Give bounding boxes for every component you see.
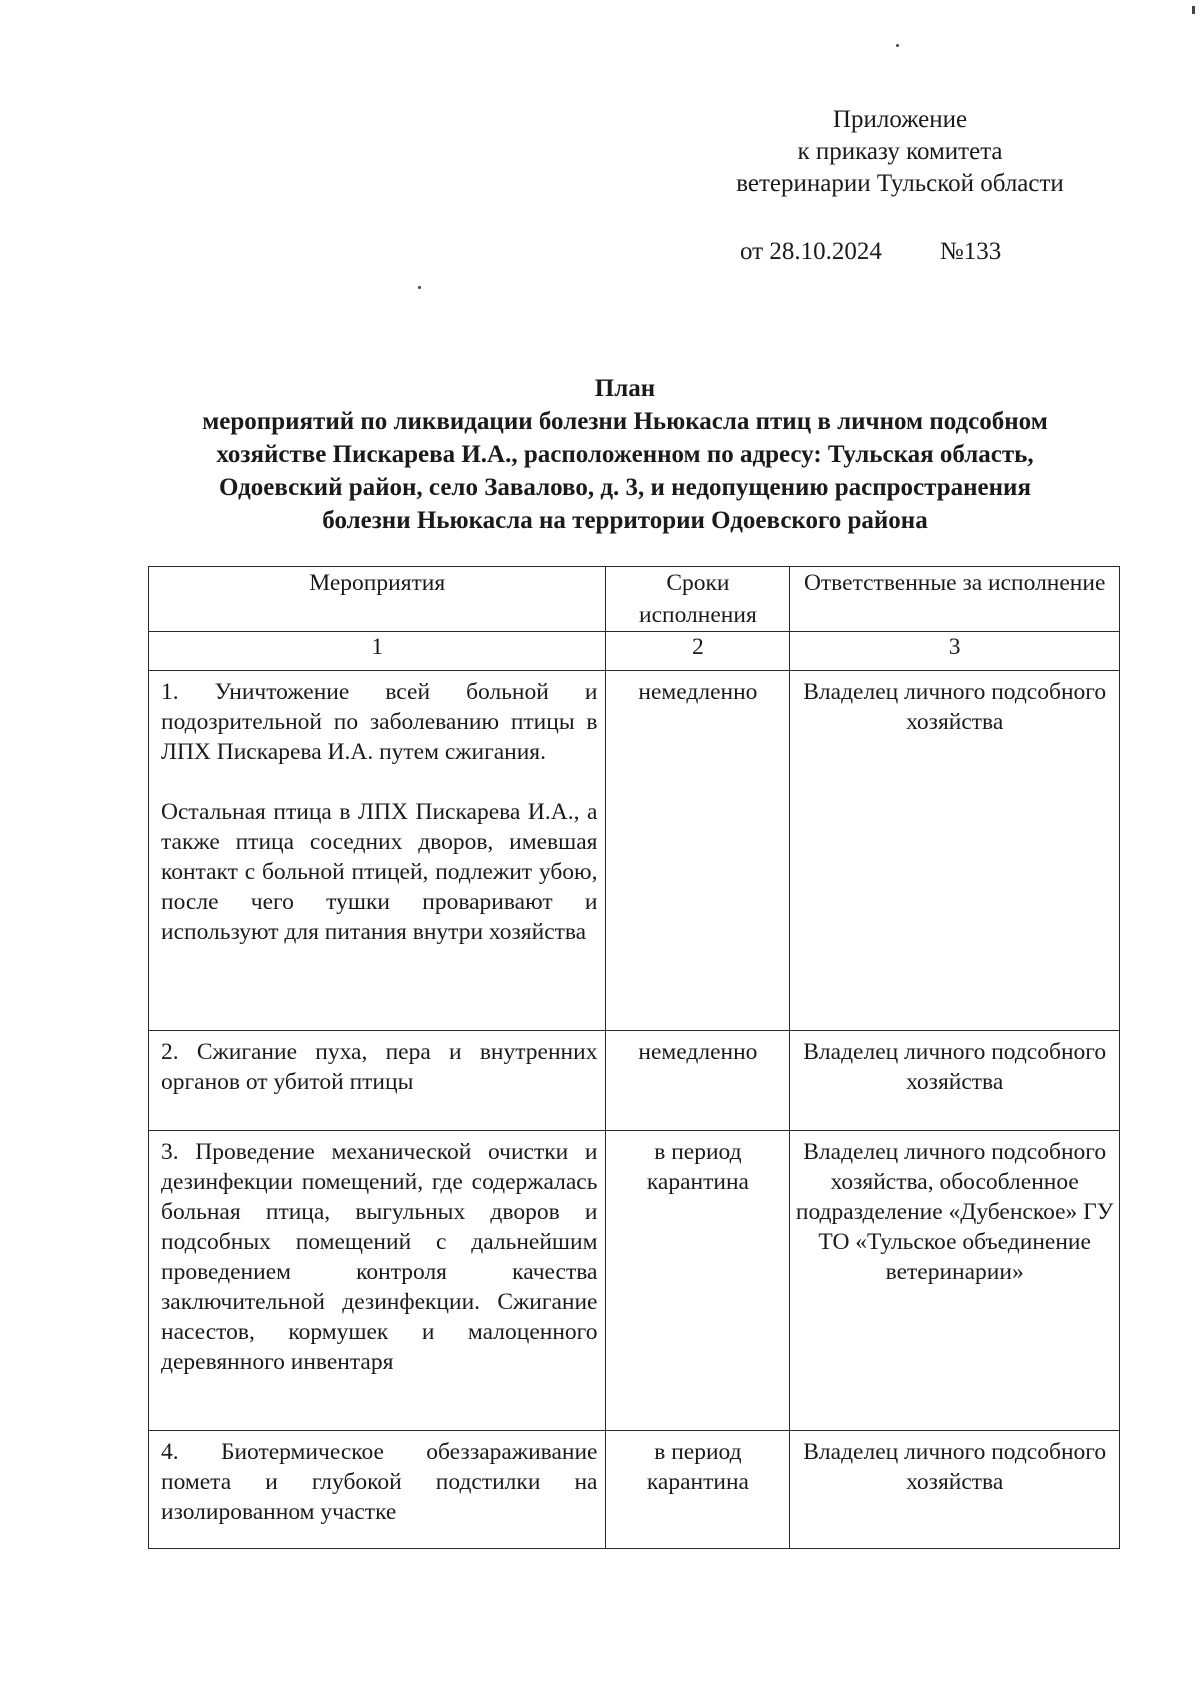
table-row	[149, 1031, 1120, 1131]
action-text: 1. Уничтожение всей больной и подозрительной по заболеванию птицы в ЛПХ Пискарева И.А. путем сжигания.	[161, 679, 598, 765]
plan-table	[148, 566, 1120, 1549]
table-row	[149, 1431, 1120, 1549]
table-number-row	[149, 632, 1120, 671]
term-cell: в период карантина	[606, 1431, 790, 1549]
document-title	[130, 372, 1120, 537]
order-reference	[740, 238, 1001, 266]
appendix-line-2: к приказу комитета	[797, 138, 1003, 165]
term-cell: немедленно	[606, 1031, 790, 1131]
action-text-continued: Остальная птица в ЛПХ Пискарева И.А., а также птица соседних дворов, имевшая контакт с больной птицей, подлежит убою, после чего тушки проваривают и используют для питания внутри хозяйства	[161, 799, 598, 945]
column-number-1: 1	[149, 632, 606, 671]
table-row	[149, 1131, 1120, 1431]
appendix-line-3: ветеринарии Тульской области	[736, 170, 1064, 197]
action-text: 4. Биотермическое обеззараживание помета и глубокой подстилки на изолированном участке	[161, 1439, 598, 1525]
responsible-cell: Владелец личного подсобного хозяйства	[790, 1031, 1120, 1131]
table-header-row	[149, 567, 1120, 632]
term-cell: немедленно	[606, 671, 790, 1031]
scan-speck	[896, 44, 899, 47]
scan-speck	[418, 286, 421, 289]
title-line-1: План	[594, 375, 656, 402]
header-responsible: Ответственные за исполнение	[790, 567, 1120, 632]
header-measures: Мероприятия	[149, 567, 606, 632]
column-number-2: 2	[606, 632, 790, 671]
title-line-4: Одоевский район, село Завалово, д. 3, и недопущению распространения	[219, 474, 1031, 501]
order-number: №133	[939, 238, 1002, 265]
appendix-line-1: Приложение	[832, 106, 968, 133]
column-number-3: 3	[790, 632, 1120, 671]
title-line-3: хозяйстве Пискарева И.А., расположенном по адресу: Тульская область,	[216, 441, 1034, 468]
responsible-cell: Владелец личного подсобного хозяйства, обособленное подразделение «Дубенское» ГУ ТО «Тульское объединение ветеринарии»	[790, 1131, 1120, 1431]
appendix-header	[690, 104, 1110, 200]
term-cell: в период карантина	[606, 1131, 790, 1431]
responsible-cell: Владелец личного подсобного хозяйства	[790, 1431, 1120, 1549]
action-text: 2. Сжигание пуха, пера и внутренних органов от убитой птицы	[161, 1039, 598, 1095]
action-text: 3. Проведение механической очистки и дезинфекции помещений, где содержалась больная птица, выгульных дворов и подсобных помещений с дальнейшим проведением контроля качества заключительной дезинфекции. Сжигание насестов, кормушек и малоценного деревянного инвентаря	[161, 1139, 598, 1375]
scan-speck	[1192, 6, 1195, 14]
action-cell	[149, 1131, 606, 1431]
order-date: от 28.10.2024	[740, 238, 882, 265]
action-cell	[149, 1431, 606, 1549]
header-deadlines: Сроки исполнения	[606, 567, 790, 632]
title-line-2: мероприятий по ликвидации болезни Ньюкасла птиц в личном подсобном	[202, 408, 1048, 435]
table-row	[149, 671, 1120, 1031]
action-cell	[149, 1031, 606, 1131]
responsible-cell: Владелец личного подсобного хозяйства	[790, 671, 1120, 1031]
action-cell	[149, 671, 606, 1031]
title-line-5: болезни Ньюкасла на территории Одоевского района	[322, 507, 928, 534]
